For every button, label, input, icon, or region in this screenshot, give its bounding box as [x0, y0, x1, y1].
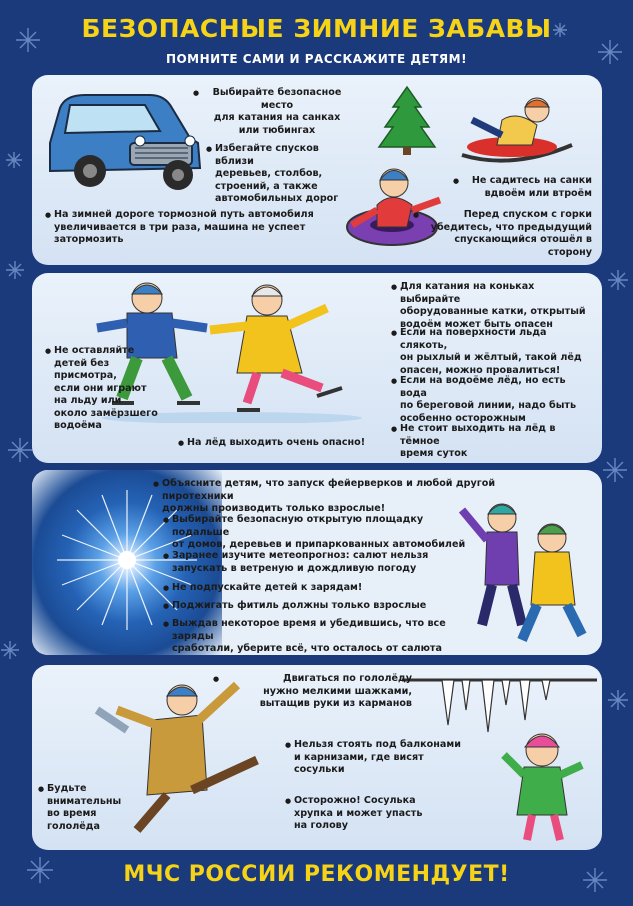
tip-line: ● Для катания на коньках выбирайте: [400, 281, 535, 305]
tip-check-descent: [422, 209, 592, 259]
tip-line: нужно мелкими шажками,: [263, 685, 412, 697]
tip-line: сосульки: [294, 764, 345, 775]
tip-slushy-ice: [400, 327, 595, 377]
tip-line: ● Объясните детям, что запуск фейерверков и любой другой пиротехники: [162, 478, 496, 502]
tip-line: ● На зимней дороге тормозной путь автомобиля: [54, 209, 314, 220]
tip-line: опасен, можно провалиться!: [400, 364, 561, 376]
tip-fragile-icicle: [294, 795, 464, 833]
tip-line: ● Не оставляйте: [54, 345, 135, 356]
tip-line: ● На лёд выходить очень опасно!: [187, 437, 366, 448]
tip-line: увеличивается в три раза, машина не успеет: [54, 221, 306, 233]
panel-ice: [32, 273, 602, 463]
tip-line: водоём может быть опасен: [400, 318, 553, 330]
tip-line: деревьев, столбов,: [215, 168, 323, 179]
tree-illustration: [377, 85, 437, 155]
tip-line: ● Если на водоёме лёд, но есть вода: [400, 375, 566, 399]
tip-line: запускать в ветреную и дождливую погоду: [172, 562, 417, 574]
tip-line: время суток: [400, 448, 468, 459]
tip-line: если они играют: [54, 382, 147, 394]
tip-line: вытащив руки из карманов: [259, 698, 412, 709]
tip-line: он рыхлый и жёлтый, такой лёд: [400, 352, 582, 363]
tip-line: спускающийся отошёл в сторону: [454, 234, 592, 258]
panel-sledding: [32, 75, 602, 265]
tip-keep-children-away: [172, 582, 452, 595]
tip-line: ● Выбирайте безопасную открытую площадку подальше: [172, 514, 424, 538]
tip-weather-forecast: [172, 550, 452, 575]
tip-line: присмотра,: [54, 370, 117, 381]
tip-line: на льду или: [54, 395, 122, 406]
tip-line: водоёма: [54, 420, 102, 431]
tip-line: ● Осторожно! Сосулька: [294, 795, 416, 806]
tip-dark-time: [400, 423, 595, 461]
tip-line: ● Не стоит выходить на лёд в тёмное: [400, 423, 556, 447]
tip-ice-danger: [187, 437, 367, 450]
girl-icicle-illustration: [492, 725, 597, 845]
tip-small-steps: [222, 673, 412, 711]
tip-skating-rink: [400, 281, 595, 331]
poster-footer: МЧС РОССИИ РЕКОМЕНДУЕТ!: [123, 862, 510, 887]
tip-line: по береговой линии, надо быть: [400, 400, 577, 411]
tip-under-balconies: [294, 739, 474, 777]
tip-line: ● Двигаться по гололёду: [283, 673, 412, 684]
tip-line: ● Поджигать фитиль должны только взрослые: [172, 600, 427, 611]
tip-line: ● Заранее изучите метеопрогноз: салют нельзя: [172, 550, 429, 561]
tip-line: ● Не подпускайте детей к зарядам!: [172, 582, 363, 593]
tip-line: хрупка и может упасть: [294, 807, 423, 819]
tip-line: ● Перед спуском с горки: [463, 209, 592, 220]
tip-line: ● Выждав некоторое время и убедившись, что все заряды: [172, 618, 446, 642]
tip-line: автомобильных дорог: [215, 193, 339, 204]
tip-supervise-children: [54, 345, 164, 433]
tip-line: от домов, деревьев и припаркованных автомобилей: [172, 539, 466, 550]
sledding-child-illustration: [442, 85, 582, 175]
tip-line: ● Будьте: [47, 783, 87, 794]
tip-line: во время гололёда: [47, 808, 100, 832]
tip-line: ● Выбирайте безопасное место: [212, 87, 342, 111]
panel-icicles: [32, 665, 602, 850]
tip-braking-distance: [54, 209, 344, 247]
tip-line: и карнизами, где висят: [294, 751, 424, 763]
tip-clean-up: [172, 618, 472, 655]
tip-line: для катания на санках: [213, 112, 341, 123]
tip-adults-light-fuse: [172, 600, 452, 613]
tip-line: сработали, уберите всё, что осталось от салюта: [172, 643, 442, 654]
tip-line: должны производить только взрослые!: [162, 503, 386, 514]
car-illustration: [40, 83, 210, 193]
tip-line: вдвоём или втроём: [484, 187, 592, 199]
tip-water-shore: [400, 375, 595, 425]
tip-line: оборудованные катки, открытый: [400, 306, 586, 317]
tip-line: убедитесь, что предыдущий: [430, 221, 592, 233]
tip-be-careful: [47, 783, 147, 833]
panel-fireworks: [32, 470, 602, 655]
tip-line: ● Если на поверхности льда слякоть,: [400, 327, 547, 351]
tip-adults-only-fireworks: [162, 478, 542, 516]
tip-line: детей без: [54, 357, 110, 369]
tip-line: ● Не садитесь на санки: [471, 175, 592, 186]
tip-open-area: [172, 514, 472, 552]
tip-line: строений, а также: [215, 180, 318, 192]
tip-line: на голову: [294, 820, 348, 831]
tip-line: или тюбингах: [238, 124, 316, 136]
poster-subtitle: ПОМНИТЕ САМИ И РАССКАЖИТЕ ДЕТЯМ!: [165, 52, 468, 66]
tip-line: ● Избегайте спусков вблизи: [215, 143, 319, 167]
tip-line: внимательны: [47, 795, 122, 807]
tip-line: около замёрзшего: [54, 407, 158, 419]
tip-safe-place: [202, 87, 352, 137]
tip-line: ● Нельзя стоять под балконами: [294, 739, 461, 750]
poster-title: БЕЗОПАСНЫЕ ЗИМНИЕ ЗАБАВЫ: [81, 14, 552, 43]
tip-line: затормозить: [54, 234, 124, 245]
tip-line: особенно осторожным: [400, 412, 526, 424]
tip-sled-capacity: [462, 175, 592, 200]
tip-avoid-slopes: [215, 143, 355, 206]
